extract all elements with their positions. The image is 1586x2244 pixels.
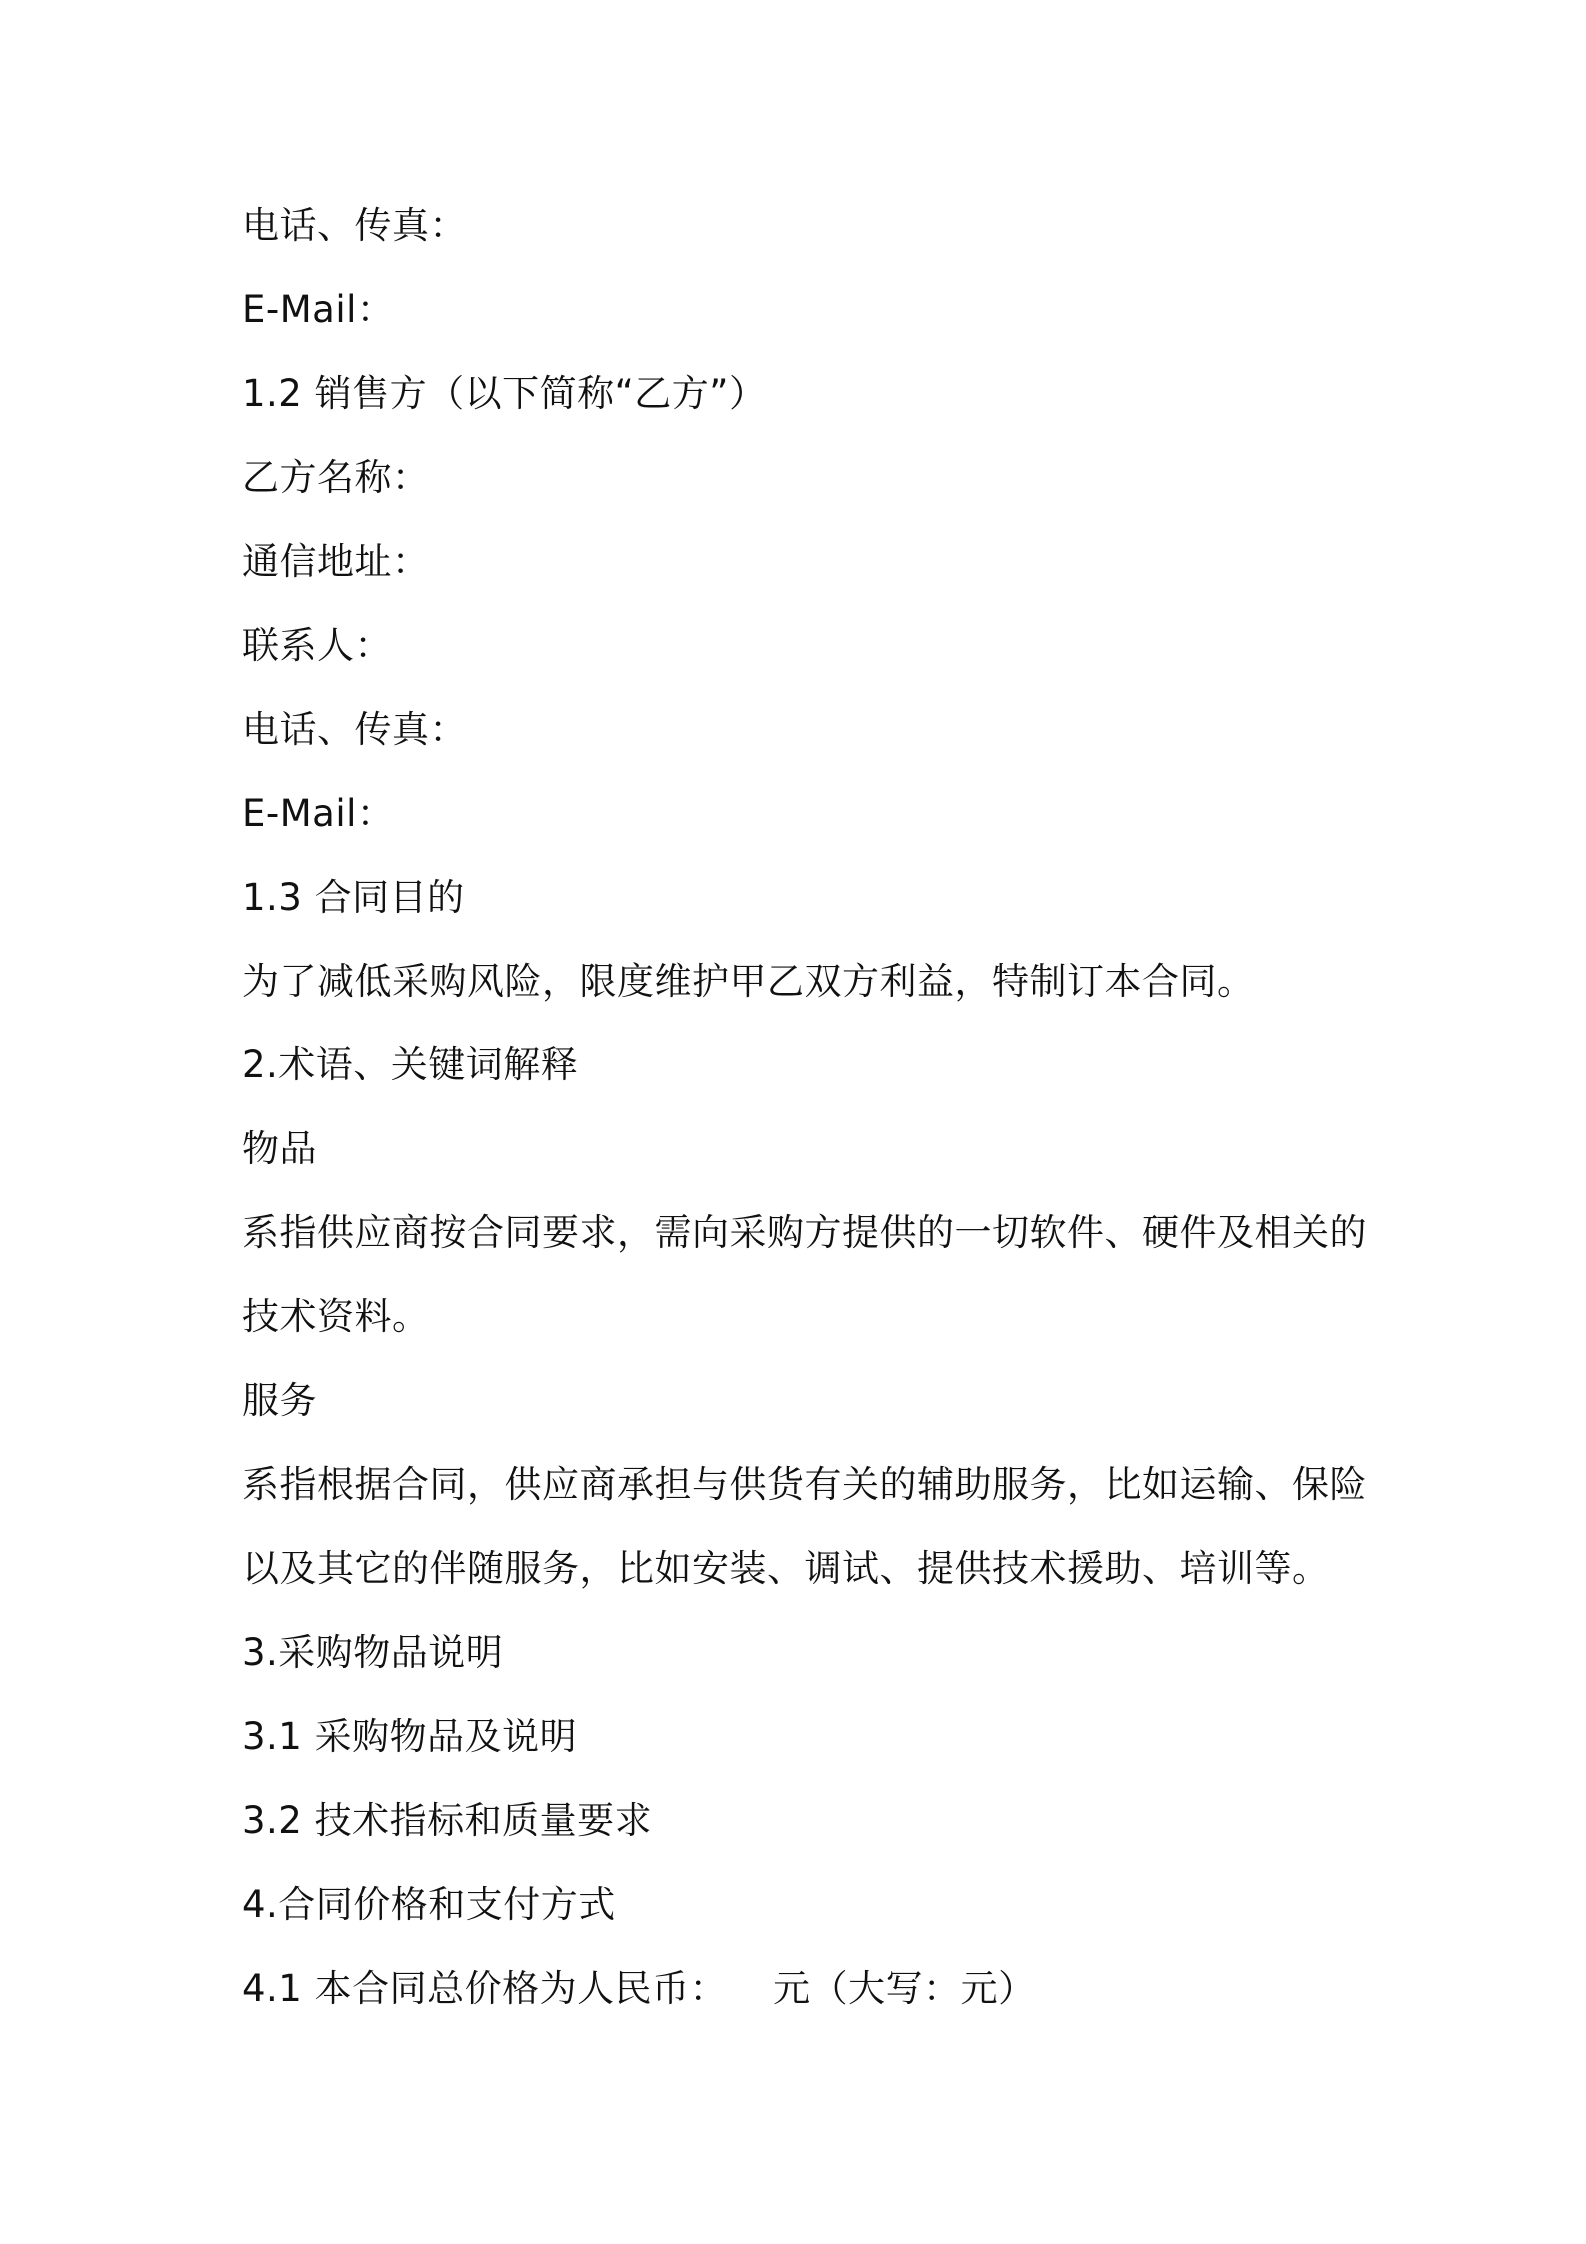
seller-section-heading: 1.2 销售方（以下简称“乙方”） — [242, 372, 767, 415]
price-payment-heading: 4.合同价格和支付方式 — [242, 1883, 616, 1926]
term-goods-heading: 物品 — [242, 1127, 317, 1170]
term-services-definition-line-1: 系指根据合同，供应商承担与供货有关的辅助服务，比如运输、保险 — [242, 1463, 1367, 1506]
total-price-prefix: 4.1 本合同总价格为人民币： — [242, 1967, 728, 2010]
contract-purpose-heading: 1.3 合同目的 — [242, 876, 465, 919]
term-services-heading: 服务 — [242, 1379, 317, 1422]
buyer-phone-fax-label: 电话、传真： — [242, 204, 467, 247]
contract-purpose-text: 为了减低采购风险，限度维护甲乙双方利益，特制订本合同。 — [242, 960, 1255, 1003]
seller-email-label: E-Mail： — [242, 792, 395, 835]
term-goods-definition-line-1: 系指供应商按合同要求，需向采购方提供的一切软件、硬件及相关的 — [242, 1211, 1367, 1254]
total-price-line — [242, 1965, 1036, 2013]
term-goods-definition-line-2: 技术资料。 — [242, 1295, 430, 1338]
seller-phone-fax-label: 电话、传真： — [242, 708, 467, 751]
procurement-items-heading: 3.采购物品说明 — [242, 1631, 504, 1674]
buyer-email-label: E-Mail： — [242, 288, 395, 331]
terms-heading: 2.术语、关键词解释 — [242, 1043, 579, 1086]
term-services-definition-line-2: 以及其它的伴随服务，比如安装、调试、提供技术援助、培训等。 — [242, 1547, 1330, 1590]
seller-address-label: 通信地址： — [242, 540, 430, 583]
seller-name-label: 乙方名称： — [242, 456, 430, 499]
procurement-items-subheading: 3.1 采购物品及说明 — [242, 1715, 578, 1758]
technical-quality-subheading: 3.2 技术指标和质量要求 — [242, 1799, 653, 1842]
total-price-suffix: 元（大写：元） — [773, 1967, 1036, 2010]
seller-contact-label: 联系人： — [242, 624, 392, 667]
